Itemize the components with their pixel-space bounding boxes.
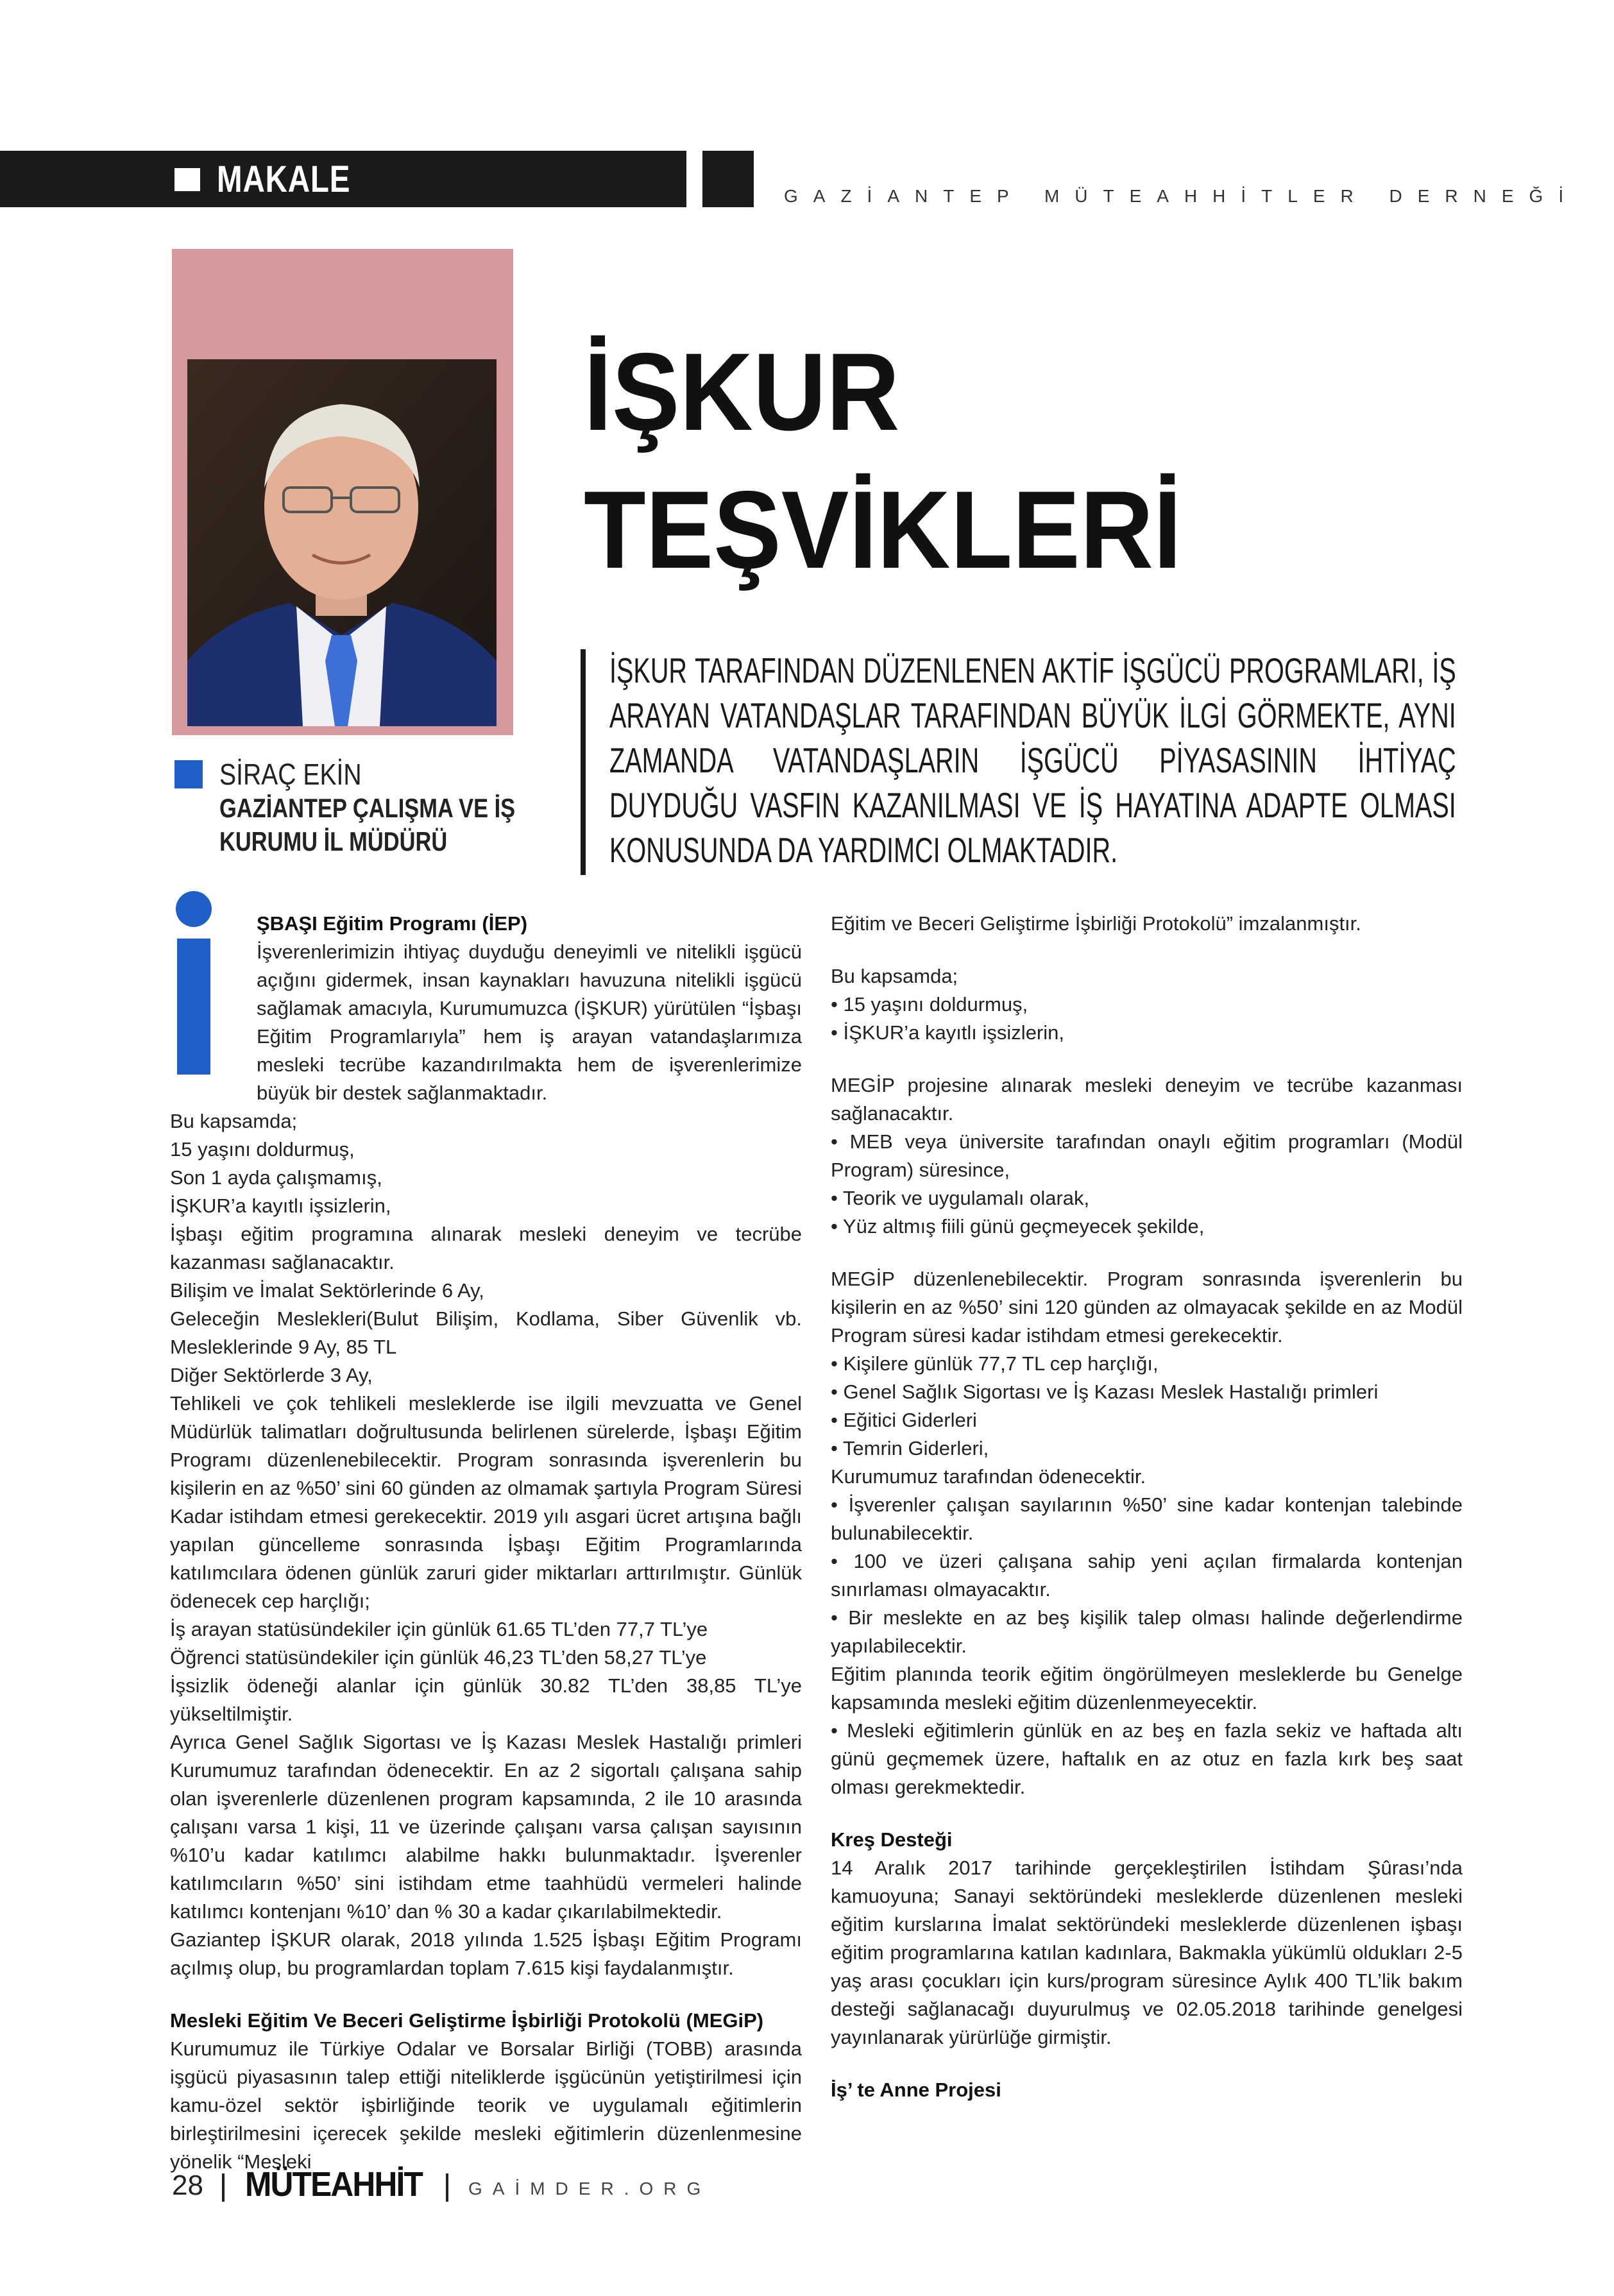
section-heading: Kreş Desteği	[831, 1828, 953, 1851]
paragraph: Eğitim planında teorik eğitim öngörülmeyen mesleklerde bu Genelge kapsamında mesleki eğitim düzenlenmeyecektir.	[831, 1663, 1463, 1713]
paragraph: Bilişim ve İmalat Sektörlerinde 6 Ay,	[170, 1279, 484, 1302]
paragraph: 14 Aralık 2017 tarihinde gerçekleştirilen İstihdam Şûrası’nda kamuoyuna; Sanayi sektöründeki mesleklerde düzenlenen mesleki eğitim kurslarına İmalat sektöründeki mesleklerde düzenlenen işbaşı eğitim programlarına katılan kadınlara, Bakmakla yükümlü oldukları 2-5 yaş arası çocukları için kurs/program süresince Aylık 400 TL’lik bakım desteği sağlanacağı duyurulmuş ve 02.05.2018 tarihinde genelgesi yayınlanarak yürürlüğe girmiştir.	[831, 1857, 1463, 2048]
left-column	[170, 910, 802, 2176]
section-label: MAKALE	[217, 158, 351, 200]
footer-divider	[222, 2173, 225, 2202]
paragraph: Kurumumuz ile Türkiye Odalar ve Borsalar Birliği (TOBB) arasında işgücü piyasasının talep ettiği niteliklerde işgücünün yetiştirilmesi için kamu-özel sektör işbirliğinde teorik ve uygulamalı eğitimlerin birleştirilmesini içerecek şekilde mesleki eğitimlerin düzenlenmesine yönelik “Mesleki	[170, 2037, 802, 2173]
list-item: • Kişilere günlük 77,7 TL cep harçlığı,	[831, 1352, 1159, 1375]
list-item: • Teorik ve uygulamalı olarak,	[831, 1187, 1090, 1209]
header-block	[702, 151, 754, 207]
lead-paragraph	[609, 648, 1456, 872]
paragraph: Ayrıca Genel Sağlık Sigortası ve İş Kazası Meslek Hastalığı primleri Kurumumuz tarafından ödenecektir. En az 2 sigortalı çalışana sahip olan işverenlerle düzenlenen program kapsamında, 2 ile 10 arasında çalışanı varsa 1 kişi, 11 ve üzerinde çalışanı varsa çalışan sayısının %10’u kadar katılımcı alabilme hakkı bulunmaktadır. İşverenler katılımcıların %50’ sini istihdam etme taahhüdü vermeleri halinde katılımcı kontenjanı %10’ dan % 30 a kadar çıkarılabilmektedir.	[170, 1731, 802, 1923]
paragraph: MEGİP düzenlenebilecektir. Program sonrasında işverenlerin bu kişilerin en az %50’ sini 120 günden az olmayacak şekilde en az Modül Program süresi kadar istihdam etmesi gerekecektir.	[831, 1268, 1463, 1347]
list-item: • İşverenler çalışan sayılarının %50’ sine kadar kontenjan talebinde bulunabilecektir.	[831, 1493, 1463, 1544]
paragraph: Kurumumuz tarafından ödenecektir.	[831, 1465, 1146, 1488]
author-photo	[187, 359, 497, 726]
paragraph: MEGİP projesine alınarak mesleki deneyim ve tecrübe kazanması sağlanacaktır.	[831, 1074, 1463, 1125]
article-title-line2: TEŞVİKLERİ	[584, 468, 1182, 591]
list-item: • Eğitici Giderleri	[831, 1409, 977, 1431]
list-item: • Temrin Giderleri,	[831, 1437, 989, 1459]
footer-brand-logo: MÜTEAHHİT	[245, 2165, 422, 2204]
author-name: SİRAÇ EKİN	[219, 758, 362, 791]
paragraph: Son 1 ayda çalışmamış,	[170, 1166, 382, 1189]
paragraph: İşbaşı eğitim programına alınarak mesleki deneyim ve tecrübe kazanması sağlanacaktır.	[170, 1223, 802, 1273]
right-column	[831, 910, 1463, 2104]
section-heading: İş’ te Anne Projesi	[831, 2079, 1001, 2101]
paragraph: İşsizlik ödeneği alanlar için günlük 30.82 TL’den 38,85 TL’ye yükseltilmiştir.	[170, 1674, 802, 1725]
list-item: • Yüz altmış fiili günü geçmeyecek şekilde,	[831, 1215, 1205, 1237]
paragraph: İşverenlerimizin ihtiyaç duyduğu deneyimli ve nitelikli işgücü açığını gidermek, insan kaynakları havuzuna nitelikli işgücü sağlamak amacıyla, Kurumumuzca (İŞKUR) yürütülen “İşbaşı Eğitim Programlarıyla” hem iş arayan vatandaşlarımıza mesleki tecrübe kazandırılmakta hem de işverenlerimize büyük bir destek sağlanmaktadır.	[257, 940, 802, 1104]
list-item: • Bir meslekte en az beş kişilik talep olması halinde değerlendirme yapılabilecektir.	[831, 1606, 1463, 1657]
list-item: • MEB veya üniversite tarafından onaylı eğitim programları (Modül Program) süresince,	[831, 1130, 1463, 1181]
list-item: • Genel Sağlık Sigortası ve İş Kazası Meslek Hastalığı primleri	[831, 1381, 1379, 1403]
section-heading: ŞBAŞI Eğitim Programı (İEP)	[257, 912, 528, 935]
paragraph: İŞKUR’a kayıtlı işsizlerin,	[170, 1195, 391, 1217]
header-org-name: GAZİANTEP MÜTEAHHİTLER DERNEĞİ	[784, 186, 1579, 206]
list-item: • İŞKUR’a kayıtlı işsizlerin,	[831, 1021, 1064, 1044]
list-item: • Mesleki eğitimlerin günlük en az beş en fazla sekiz ve haftada altı günü geçmemek üzere, haftalık en az otuz en fazla kırk beş saat olması gerekmektedir.	[831, 1719, 1463, 1798]
paragraph: Öğrenci statüsündekiler için günlük 46,23 TL’den 58,27 TL’ye	[170, 1646, 707, 1669]
page-number: 28	[172, 2170, 203, 2201]
footer-divider	[446, 2173, 448, 2202]
author-title-line2: KURUMU İL MÜDÜRÜ	[219, 826, 448, 856]
paragraph: Bu kapsamda;	[831, 965, 958, 987]
lead-bar	[581, 649, 586, 875]
paragraph: Bu kapsamda;	[170, 1110, 298, 1132]
paragraph: Gaziantep İŞKUR olarak, 2018 yılında 1.525 İşbaşı Eğitim Programı açılmış olup, bu programlardan toplam 7.615 kişi faydalanmıştır.	[170, 1928, 802, 1979]
footer-website: GAİMDER.ORG	[468, 2179, 711, 2198]
list-item: • 100 ve üzeri çalışana sahip yeni açılan firmalarda kontenjan sınırlaması olmayacaktır.	[831, 1550, 1463, 1601]
list-item: • 15 yaşını doldurmuş,	[831, 993, 1028, 1016]
paragraph: 15 yaşını doldurmuş,	[170, 1138, 355, 1161]
paragraph: İş arayan statüsündekiler için günlük 61.65 TL’den 77,7 TL’ye	[170, 1618, 708, 1640]
paragraph: Eğitim ve Beceri Geliştirme İşbirliği Protokolü” imzalanmıştır.	[831, 912, 1361, 935]
lead-text: İŞKUR TARAFINDAN DÜZENLENEN AKTİF İŞGÜCÜ PROGRAMLARI, İŞ ARAYAN VATANDAŞLAR TARAFINDAN BÜYÜK İLGİ GÖRMEKTE, AYNI ZAMANDA VATANDAŞLARIN İŞGÜCÜ PİYASASININ İHTİYAÇ DUYDUĞU VASFIN KAZANILMASI VE İŞ HAYATINA ADAPTE OLMASI KONUSUNDA DA YARDIMCI OLMAKTADIR.	[609, 651, 1456, 870]
paragraph: Tehlikeli ve çok tehlikeli mesleklerde ise ilgili mevzuatta ve Genel Müdürlük talimatları doğrultusunda belirlenen sürelerde, İşbaşı Eğitim Programı düzenlenebilecektir. Program sonrasında işverenlerin bu kişilerin en az %50’ sini 60 günden az olmamak şartıyla Program Süresi Kadar istihdam etmesi gerekecektir. 2019 yılı asgari ücret artışına bağlı yapılan güncelleme sonrasında İşbaşı Eğitim Programlarında katılımcılara ödenen günlük zaruri gider miktarları arttırılmıştır. Günlük ödenecek cep harçlığı;	[170, 1392, 802, 1612]
header-square-icon	[174, 168, 200, 191]
section-heading: Mesleki Eğitim Ve Beceri Geliştirme İşbirliği Protokolü (MEGiP)	[170, 2009, 764, 2032]
article-title-line1: İŞKUR	[584, 330, 900, 454]
author-title-line1: GAZİANTEP ÇALIŞMA VE İŞ	[219, 793, 516, 823]
author-square-icon	[174, 760, 203, 788]
paragraph: Diğer Sektörlerde 3 Ay,	[170, 1364, 373, 1386]
paragraph: Geleceğin Meslekleri(Bulut Bilişim, Kodlama, Siber Güvenlik vb. Mesleklerinde 9 Ay, 85 TL	[170, 1307, 802, 1358]
